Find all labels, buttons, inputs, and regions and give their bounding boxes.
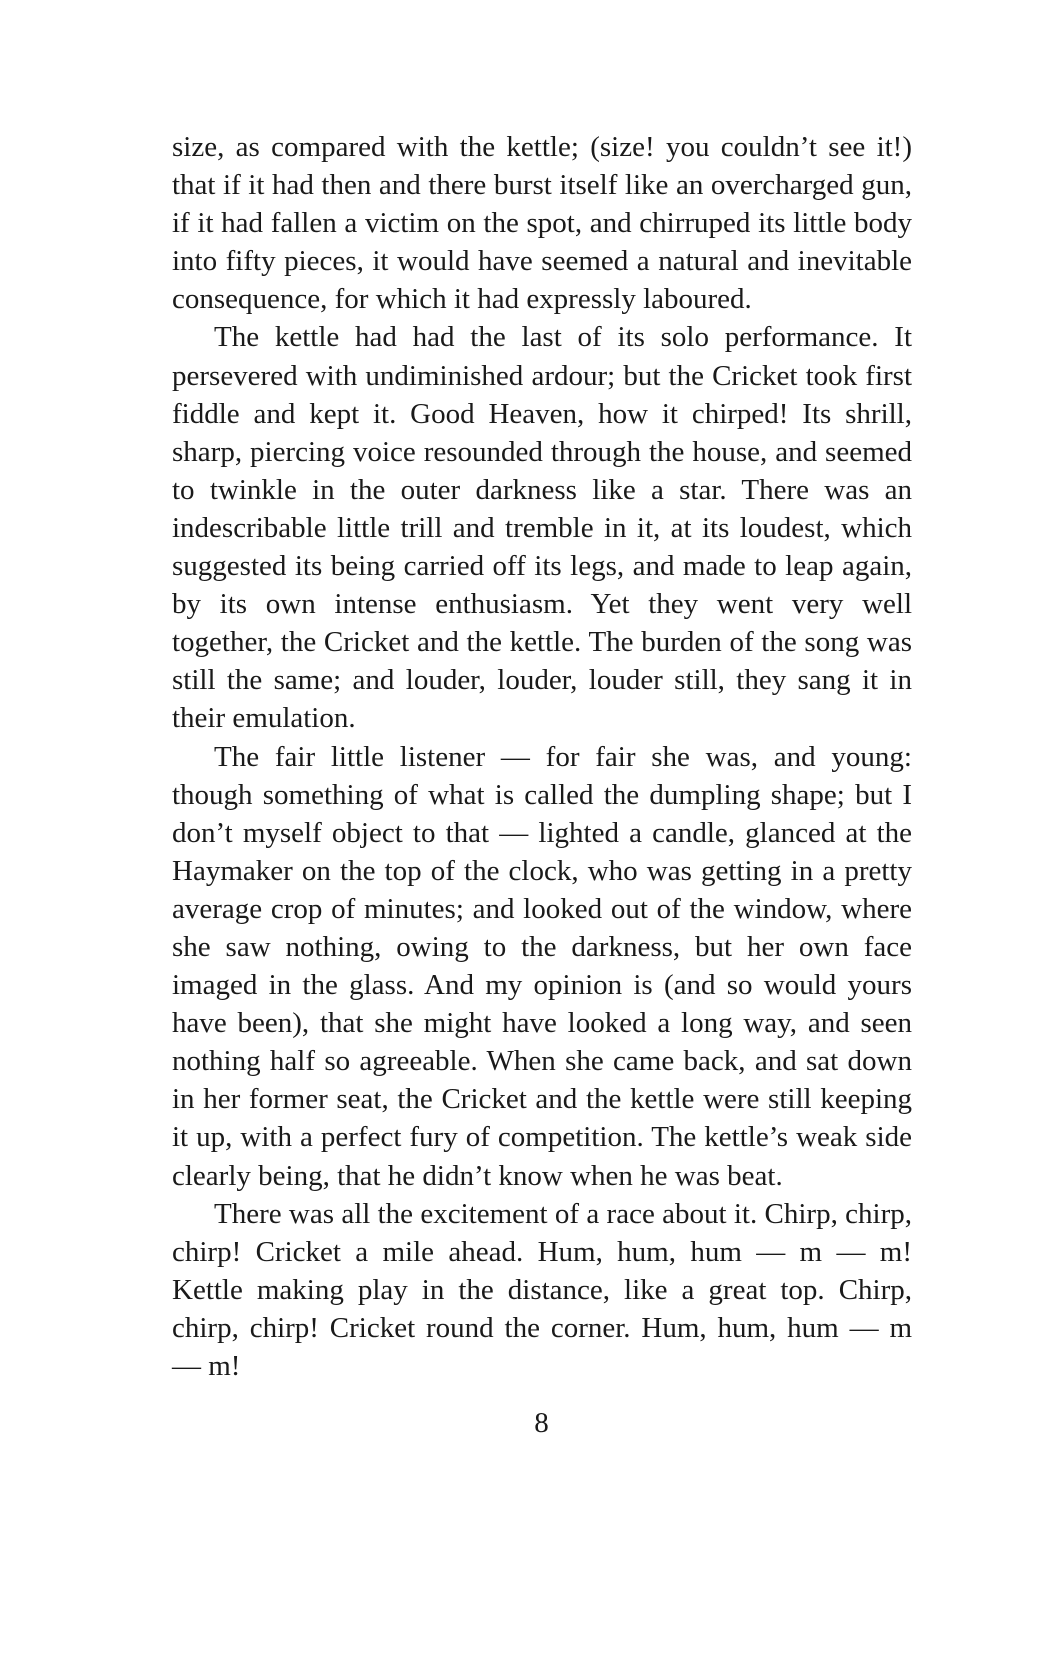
page-number: 8 [534, 1407, 549, 1439]
body-text [172, 128, 912, 1385]
paragraph-continuation: size, as compared with the kettle; (size! you couldn’t see it!) that if it had then and there burst itself like an overcharged gun, if it had fallen a victim on the spot, and chirruped its little body into fifty pieces, it would have seemed a natural and inevitable consequence, for which it had expressly laboured. [172, 131, 912, 316]
paragraph-fair-listener: The fair little listener — for fair she was, and young: though something of what is called the dumpling shape; but I don’t myself object to that — lighted a candle, glanced at the Haymaker on the top of the clock, who was getting in a pretty average crop of minutes; and looked out of the window, where she saw nothing, owing to the darkness, but her own face imaged in the glass. And my opinion is (and so would yours have been), that she might have looked a long way, and seen nothing half so agreeable. When she came back, and sat down in her former seat, the Cricket and the kettle were still keeping it up, with a perfect fury of competition. The kettle’s weak side clearly being, that he didn’t know when he was beat. [172, 740, 912, 1192]
paragraph-kettle-solo: The kettle had had the last of its solo performance. It persevered with undiminished ardour; but the Cricket took first fiddle and kept it. Good Heaven, how it chirped! Its shrill, sharp, piercing voice resounded through the house, and seemed to twinkle in the outer darkness like a star. There was an indescribable little trill and tremble in it, at its loudest, which suggested its being carried off its legs, and made to leap again, by its own intense enthusiasm. Yet they went very well together, the Cricket and the kettle. The burden of the song was still the same; and louder, louder, louder still, they sang it in their emulation. [172, 321, 912, 735]
paragraph-race: There was all the excitement of a race about it. Chirp, chirp, chirp! Cricket a mile ahead. Hum, hum, hum — m — m! Kettle making play in the distance, like a great top. Chirp, chirp, chirp! Cricket round the corner. Hum, hum, hum — m — m! [172, 1197, 912, 1382]
